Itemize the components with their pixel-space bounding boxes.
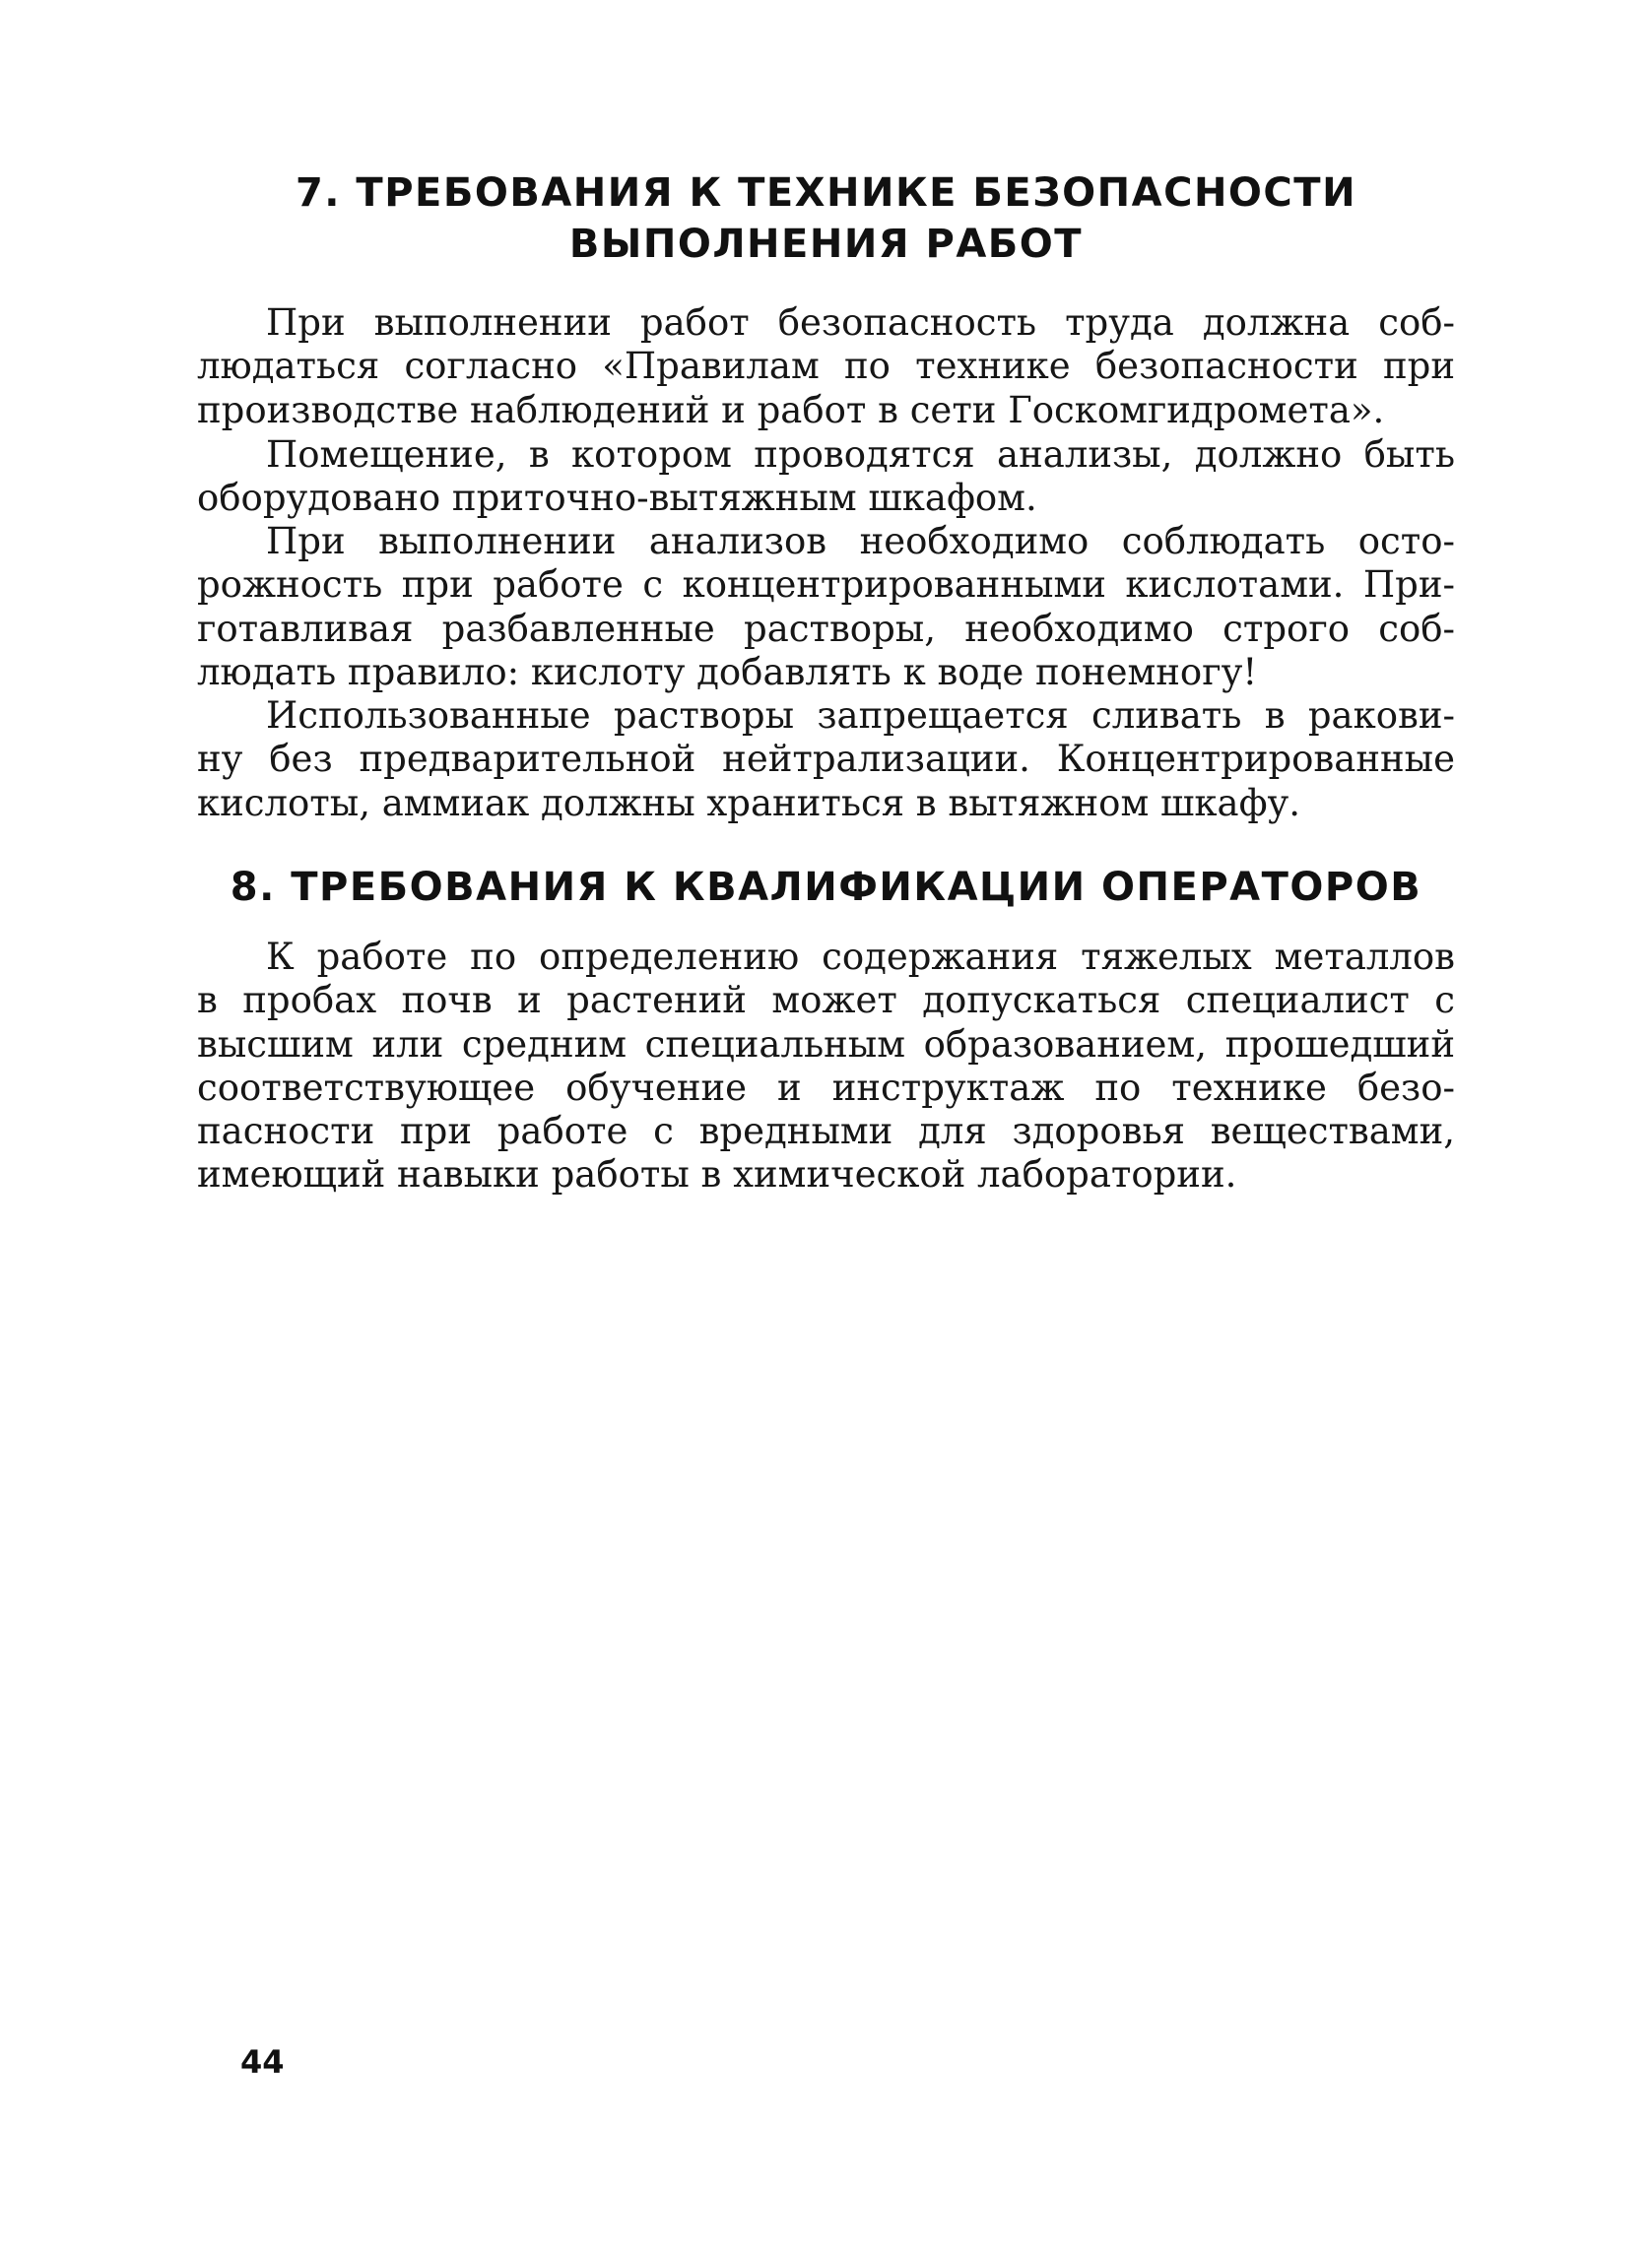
section-8-heading-line: 8. ТРЕБОВАНИЯ К КВАЛИФИКАЦИИ ОПЕРАТОРОВ [230, 865, 1422, 910]
text-line: высшим или средним специальным образованием, прошедший [197, 1022, 1455, 1066]
section-7-paragraph-4 [197, 694, 1455, 825]
section-7-heading-line: 7. ТРЕБОВАНИЯ К ТЕХНИКЕ БЕЗОПАСНОСТИ [295, 170, 1357, 216]
text-line: готавливая разбавленные растворы, необходимо строго соб- [197, 607, 1455, 650]
section-7-heading-line: ВЫПОЛНЕНИЯ РАБОТ [568, 222, 1084, 267]
text-line: в пробах почв и растений может допускаться специалист с [197, 979, 1455, 1022]
text-line: При выполнении анализов необходимо соблюдать осто- [266, 520, 1455, 562]
text-line: имеющий навыки работы в химической лаборатории. [197, 1153, 1237, 1197]
section-8-heading [197, 862, 1455, 913]
page-number: 44 [240, 2043, 285, 2081]
section-7-paragraph-1 [197, 301, 1455, 432]
text-line: производстве наблюдений и работ в сети Госкомгидромета». [197, 388, 1385, 431]
section-7-paragraph-3 [197, 520, 1455, 694]
text-line: К работе по определению содержания тяжелых металлов [266, 936, 1455, 978]
text-line: рожность при работе с концентрированными кислотами. При- [197, 563, 1455, 607]
text-line: пасности при работе с вредными для здоровья веществами, [197, 1110, 1455, 1153]
text-line: кислоты, аммиак должны храниться в вытяжном шкафу. [197, 781, 1301, 824]
text-line: оборудовано приточно-вытяжным шкафом. [197, 477, 1037, 520]
text-line: людать правило: кислоту добавлять к воде понемногу! [197, 650, 1258, 693]
text-line: соответствующее обучение и инструктаж по технике безо- [197, 1066, 1455, 1109]
text-line: ну без предварительной нейтрализации. Концентрированные [197, 738, 1455, 781]
section-7-heading [197, 167, 1455, 270]
section-8-paragraph-1 [197, 936, 1455, 1198]
text-line: При выполнении работ безопасность труда должна соб- [266, 301, 1455, 344]
text-line: Помещение, в котором проводятся анализы, должно быть [266, 433, 1455, 476]
section-7-paragraph-2 [197, 433, 1455, 521]
text-line: людаться согласно «Правилам по технике безопасности при [197, 345, 1455, 388]
text-line: Использованные растворы запрещается сливать в ракови- [266, 694, 1455, 737]
